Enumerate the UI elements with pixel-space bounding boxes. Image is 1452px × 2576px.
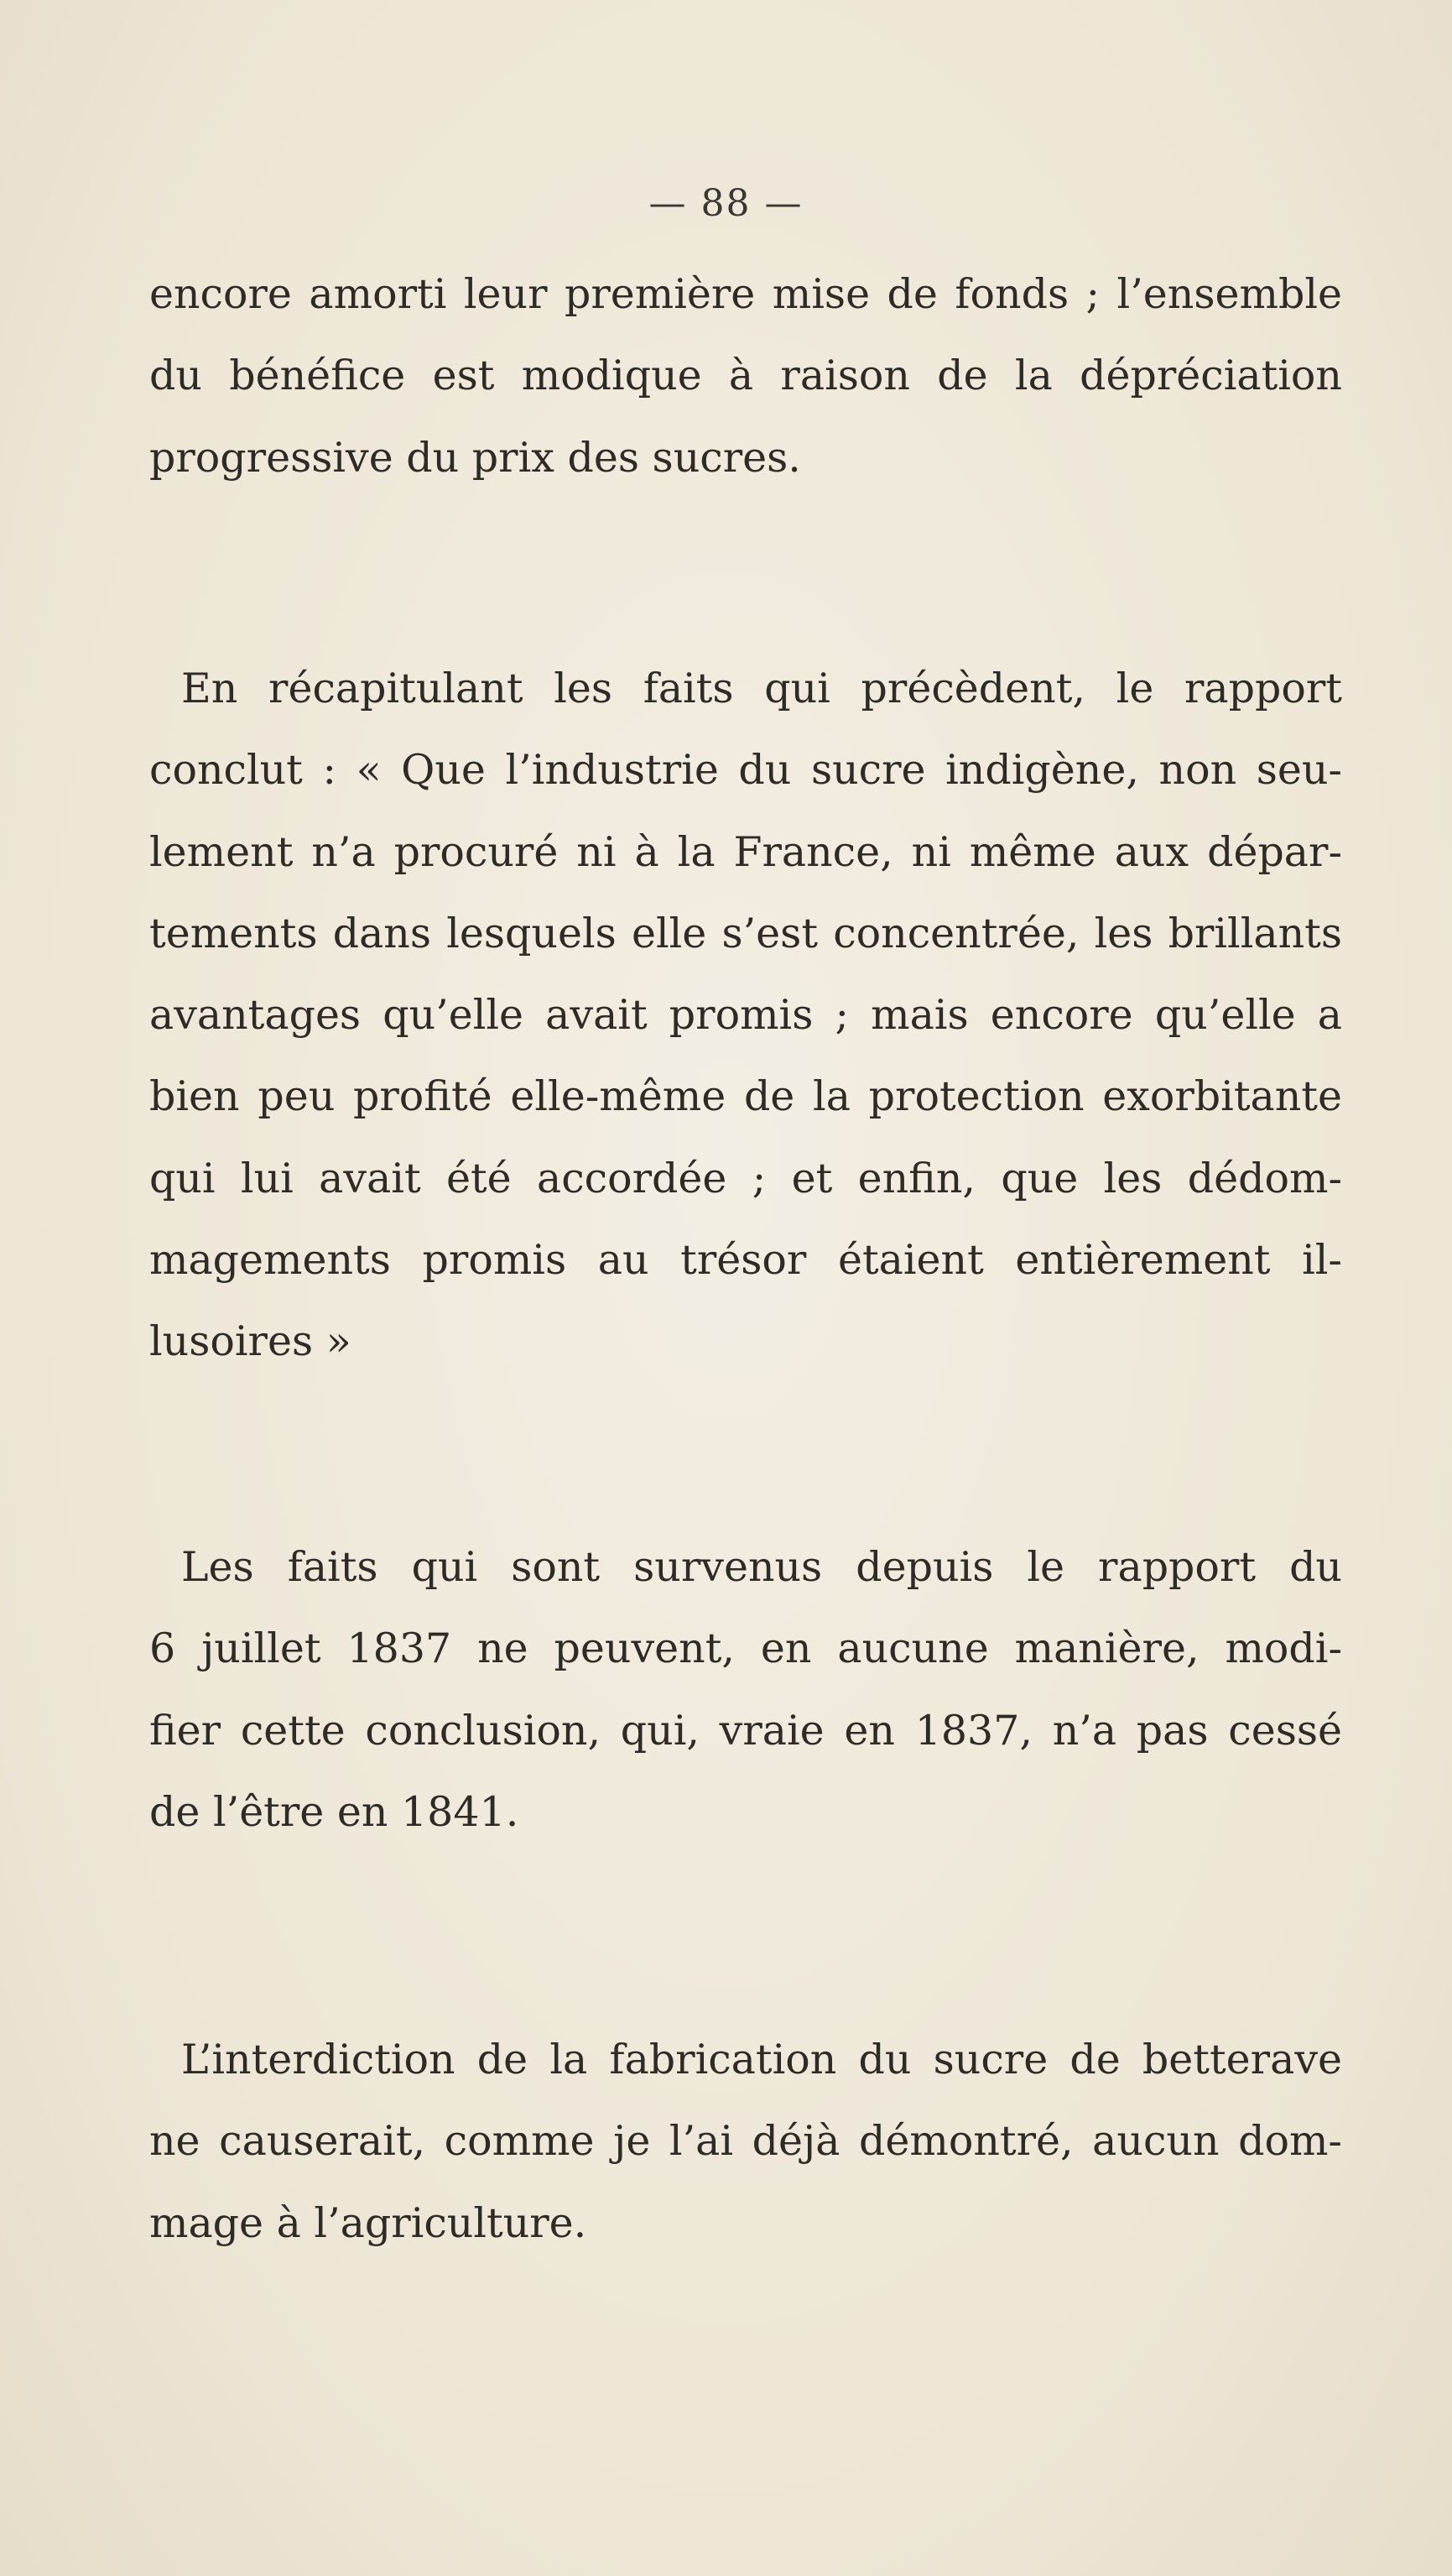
text-line: ne causerait, comme je l’ai déjà démontré, aucun dom- — [149, 2117, 1342, 2166]
text-line: lement n’a procuré ni à la France, ni même aux dépar- — [149, 827, 1342, 876]
text-line: qui lui avait été accordée ; et enfin, que les dédom- — [149, 1154, 1342, 1202]
paragraph-later-facts — [149, 1526, 1342, 1853]
text-line: bien peu profité elle-même de la protection exorbitante — [149, 1072, 1342, 1121]
text-line: tements dans lesquels elle s’est concentrée, les brillants — [149, 909, 1342, 957]
text-line: L’interdiction de la fabrication du sucre de betterave — [181, 2036, 1342, 2083]
text-line: avantages qu’elle avait promis ; mais encore qu’elle a — [149, 991, 1342, 1040]
text-line: 6 juillet 1837 ne peuvent, en aucune manière, modi- — [149, 1624, 1342, 1673]
text-line: fier cette conclusion, qui, vraie en 1837, n’a pas cessé — [149, 1706, 1342, 1755]
paragraph-sugar-profit — [149, 253, 1342, 498]
text-line: lusoires » — [149, 1317, 351, 1366]
text-line: magements promis au trésor étaient entièrement il- — [149, 1236, 1342, 1285]
page-number: — 88 — — [648, 182, 804, 225]
text-line: mage à l’agriculture. — [149, 2198, 587, 2247]
text-line: Les faits qui sont survenus depuis le rapport du — [181, 1543, 1342, 1591]
paragraph-interdiction — [149, 2019, 1342, 2264]
text-line: du bénéfice est modique à raison de la dépréciation — [149, 352, 1342, 400]
text-line: progressive du prix des sucres. — [149, 433, 801, 482]
paragraph-report-conclusion — [149, 648, 1342, 1383]
text-line: conclut : « Que l’industrie du sucre indigène, non seu- — [149, 746, 1342, 795]
text-line: de l’être en 1841. — [149, 1787, 519, 1836]
text-line: encore amorti leur première mise de fonds ; l’ensemble — [149, 270, 1342, 318]
text-line: En récapitulant les faits qui précèdent, le rapport — [181, 665, 1342, 712]
